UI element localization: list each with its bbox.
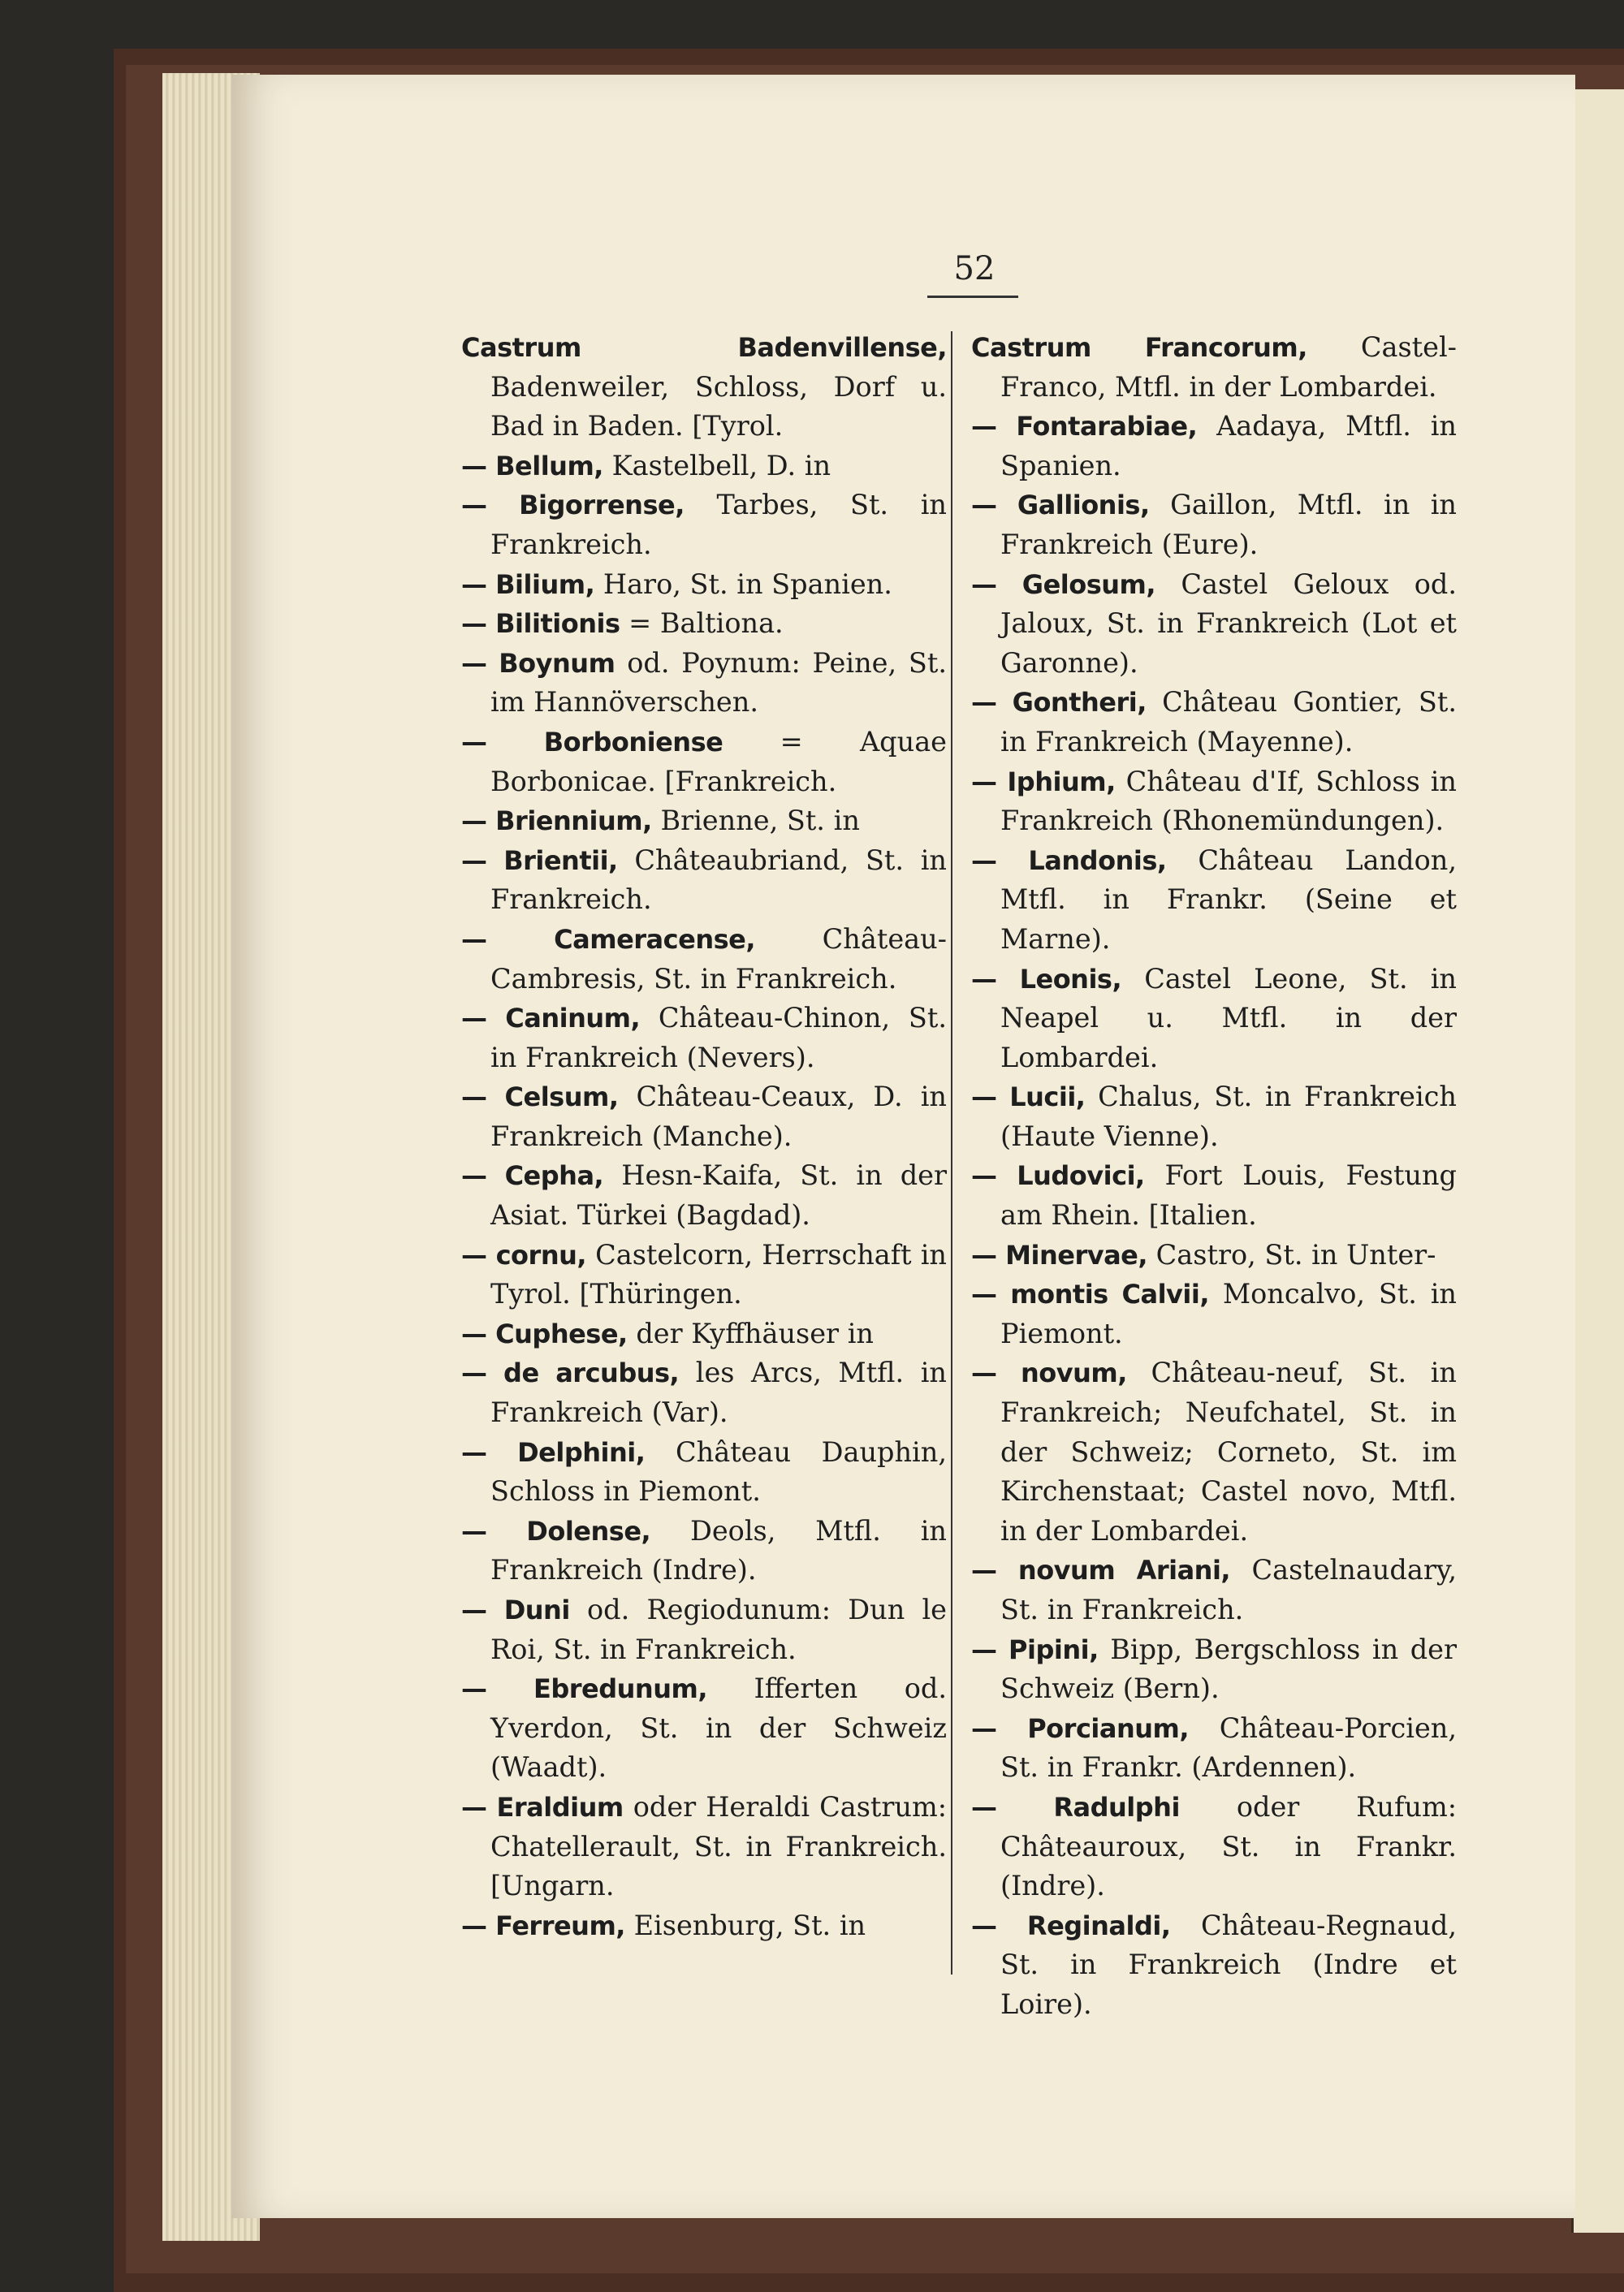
dictionary-entry bbox=[461, 801, 947, 841]
dictionary-entry bbox=[461, 920, 947, 999]
entry-headword: Castrum Badenvillense, bbox=[461, 332, 947, 363]
entry-headword: — Duni bbox=[461, 1595, 570, 1625]
entry-definition: Château-Porcien, St. in Frankr. (Ardennen). bbox=[1000, 1711, 1458, 1784]
entry-headword: — Leonis, bbox=[971, 963, 1122, 995]
entry-definition: Eisenburg, St. in bbox=[624, 1909, 866, 1941]
dictionary-entry bbox=[461, 1906, 947, 1946]
entry-definition: Fort Louis, Festung am Rhein. [Italien. bbox=[1000, 1159, 1457, 1232]
entry-headword: — Fontarabiae, bbox=[971, 411, 1198, 442]
dictionary-entry bbox=[461, 1236, 947, 1314]
dictionary-entry bbox=[971, 1156, 1457, 1235]
entry-headword: — Delphini, bbox=[461, 1436, 646, 1468]
entry-headword: — Cepha, bbox=[461, 1160, 604, 1192]
entry-definition: Castel Leone, St. in Neapel u. Mtfl. in der Lombardei. bbox=[1000, 962, 1457, 1073]
dictionary-entry bbox=[461, 1788, 947, 1906]
dictionary-entry bbox=[971, 1077, 1457, 1156]
entry-headword: — Porcianum, bbox=[971, 1712, 1190, 1744]
entry-headword: — Bigorrense, bbox=[461, 490, 685, 521]
entry-headword: — Gallionis, bbox=[971, 490, 1150, 521]
dictionary-entry bbox=[971, 960, 1457, 1078]
entry-definition: Châteaubriand, St. in Frankreich. bbox=[490, 844, 948, 916]
entry-headword: — cornu, bbox=[461, 1239, 587, 1271]
page-number-rule bbox=[927, 296, 1018, 298]
dictionary-entry bbox=[971, 1353, 1457, 1551]
entry-definition: Château d'If, Schloss in Frankreich (Rhonemündungen). bbox=[1000, 765, 1457, 837]
entry-headword: — Pipini, bbox=[971, 1634, 1099, 1665]
entry-definition: oder Rufum: Châteauroux, St. in Frankr. (Indre). bbox=[1000, 1790, 1458, 1902]
entry-definition: Château-Ceaux, D. in Frankreich (Manche). bbox=[490, 1081, 947, 1152]
entry-headword: — novum, bbox=[971, 1358, 1127, 1389]
entry-headword: — Dolense, bbox=[461, 1515, 651, 1547]
dictionary-entry bbox=[461, 1353, 947, 1432]
entry-headword: — Landonis, bbox=[971, 844, 1167, 876]
entry-definition: Moncalvo, St. in Piemont. bbox=[1000, 1278, 1457, 1349]
dictionary-entry bbox=[461, 1314, 947, 1354]
dictionary-entry bbox=[971, 1551, 1457, 1629]
dictionary-entry bbox=[971, 328, 1457, 407]
left-column bbox=[461, 328, 947, 1945]
entry-definition: Château Gontier, St. in Frankreich (Mayenne). bbox=[1000, 686, 1457, 758]
entry-definition: der Kyffhäuser in bbox=[627, 1317, 874, 1349]
entry-headword: — Reginaldi, bbox=[971, 1910, 1171, 1941]
dictionary-entry bbox=[461, 328, 947, 447]
entry-headword: — Minervae, bbox=[971, 1239, 1148, 1271]
entry-definition: Castel Geloux od. Jaloux, St. in Frankreich (Lot et Garonne). bbox=[1000, 568, 1457, 679]
entry-headword: — de arcubus, bbox=[461, 1358, 680, 1389]
entry-headword: — Lucii, bbox=[971, 1081, 1086, 1113]
entry-definition: od. Regiodunum: Dun le Roi, St. in Frankreich. bbox=[490, 1594, 948, 1665]
entry-definition: Badenweiler, Schloss, Dorf u. Bad in Baden. [Tyrol. bbox=[490, 370, 947, 442]
entry-headword: — Bilitionis bbox=[461, 608, 620, 640]
entry-definition: les Arcs, Mtfl. in Frankreich (Var). bbox=[490, 1357, 948, 1429]
entry-definition: Château-neuf, St. in Frankreich; Neufchatel, St. in der Schweiz; Corneto, St. im Kirchenstaat; Castel novo, Mtfl. in der Lombardei. bbox=[1000, 1357, 1457, 1547]
dictionary-entry bbox=[461, 1669, 947, 1788]
dictionary-entry bbox=[461, 604, 947, 644]
entry-headword: — montis Calvii, bbox=[971, 1279, 1210, 1310]
entry-definition: Castel-Franco, Mtfl. in der Lombardei. bbox=[1000, 331, 1457, 403]
entry-headword: — Ludovici, bbox=[971, 1160, 1145, 1192]
dictionary-entry bbox=[461, 841, 947, 920]
entry-headword: — novum Ariani, bbox=[971, 1555, 1231, 1586]
dictionary-entry bbox=[461, 1591, 947, 1669]
dictionary-entry bbox=[971, 762, 1457, 841]
entry-headword: — Gontheri, bbox=[971, 687, 1147, 719]
dictionary-entry bbox=[971, 1709, 1457, 1788]
entry-headword: — Bilium, bbox=[461, 568, 595, 600]
right-column bbox=[971, 328, 1457, 2025]
entry-definition: Aadaya, Mtfl. in Spanien. bbox=[1000, 410, 1457, 481]
entry-definition: Château Landon, Mtfl. in Frankr. (Seine et Marne). bbox=[1000, 844, 1457, 955]
entry-headword: — Radulphi bbox=[971, 1791, 1180, 1823]
column-divider bbox=[951, 331, 952, 1975]
entry-headword: — Briennium, bbox=[461, 805, 652, 837]
dictionary-entry bbox=[461, 1512, 947, 1591]
entry-definition: Deols, Mtfl. in Frankreich (Indre). bbox=[490, 1514, 947, 1586]
entry-headword: — Gelosum, bbox=[971, 568, 1156, 600]
entry-definition: Kastelbell, D. in bbox=[603, 449, 831, 481]
entry-headword: — Cameracense, bbox=[461, 923, 756, 955]
dictionary-entry bbox=[971, 841, 1457, 960]
entry-definition: Bipp, Bergschloss in der Schweiz (Bern). bbox=[1000, 1633, 1457, 1705]
entry-headword: — Cuphese, bbox=[461, 1318, 628, 1349]
dictionary-entry bbox=[461, 1433, 947, 1512]
dictionary-entry bbox=[461, 565, 947, 605]
entry-headword: — Celsum, bbox=[461, 1081, 619, 1113]
entry-definition: Brienne, St. in bbox=[651, 805, 860, 837]
dictionary-entry bbox=[461, 644, 947, 723]
entry-definition: Château-Cambresis, St. in Frankreich. bbox=[490, 922, 948, 995]
entry-definition: = Aquae Borbonicae. [Frankreich. bbox=[490, 725, 947, 797]
dictionary-entry bbox=[461, 1156, 947, 1235]
dictionary-entry bbox=[461, 447, 947, 486]
entry-headword: — Borboniense bbox=[461, 726, 723, 758]
dictionary-entry bbox=[971, 565, 1457, 684]
entry-headword: — Ebredunum, bbox=[461, 1673, 707, 1705]
facing-page-edge bbox=[1571, 89, 1624, 2233]
entry-headword: — Brientii, bbox=[461, 844, 618, 876]
entry-headword: — Bellum, bbox=[461, 450, 603, 481]
entry-definition: Haro, St. in Spanien. bbox=[594, 568, 892, 600]
dictionary-entry bbox=[461, 999, 947, 1077]
dictionary-entry bbox=[971, 1788, 1457, 1906]
entry-headword: — Iphium, bbox=[971, 766, 1116, 797]
entry-definition: oder Heraldi Castrum: Chatellerault, St. in Frankreich. [Ungarn. bbox=[490, 1790, 948, 1902]
dictionary-entry bbox=[971, 1906, 1457, 2025]
dictionary-entry bbox=[461, 723, 947, 801]
entry-definition: Chalus, St. in Frankreich (Haute Vienne). bbox=[1000, 1081, 1457, 1152]
entry-headword: — Eraldium bbox=[461, 1791, 624, 1823]
dictionary-entry bbox=[971, 486, 1457, 564]
dictionary-entry bbox=[971, 1630, 1457, 1709]
entry-headword: — Boynum bbox=[461, 647, 615, 679]
page-number: 52 bbox=[953, 250, 996, 287]
dictionary-entry bbox=[461, 1077, 947, 1156]
dictionary-entry bbox=[461, 486, 947, 564]
entry-definition: Château Dauphin, Schloss in Piemont. bbox=[490, 1435, 948, 1508]
entry-headword: — Caninum, bbox=[461, 1003, 641, 1034]
dictionary-entry bbox=[971, 1236, 1457, 1275]
entry-headword: Castrum Francorum, bbox=[971, 332, 1307, 363]
entry-definition: Castro, St. in Unter- bbox=[1147, 1238, 1436, 1271]
entry-definition: Tarbes, St. in Frankreich. bbox=[490, 489, 948, 560]
entry-definition: Château-Chinon, St. in Frankreich (Nevers). bbox=[490, 1002, 947, 1073]
entry-definition: = Baltiona. bbox=[620, 607, 784, 640]
entry-definition: Gaillon, Mtfl. in in Frankreich (Eure). bbox=[1000, 489, 1458, 560]
entry-definition: Ifferten od. Yverdon, St. in der Schweiz (Waadt). bbox=[490, 1673, 948, 1784]
entry-definition: Castelcorn, Herrschaft in Tyrol. [Thüringen. bbox=[490, 1238, 948, 1310]
entry-definition: Castelnaudary, St. in Frankreich. bbox=[1000, 1554, 1457, 1625]
entry-definition: Château-Regnaud, St. in Frankreich (Indre et Loire). bbox=[1000, 1909, 1457, 2020]
entry-definition: Hesn-Kaifa, St. in der Asiat. Türkei (Bagdad). bbox=[490, 1159, 948, 1232]
dictionary-entry bbox=[971, 1275, 1457, 1353]
entry-definition: od. Poynum: Peine, St. im Hannöverschen. bbox=[490, 646, 947, 719]
entry-headword: — Ferreum, bbox=[461, 1910, 625, 1941]
dictionary-entry bbox=[971, 407, 1457, 486]
dictionary-entry bbox=[971, 683, 1457, 762]
